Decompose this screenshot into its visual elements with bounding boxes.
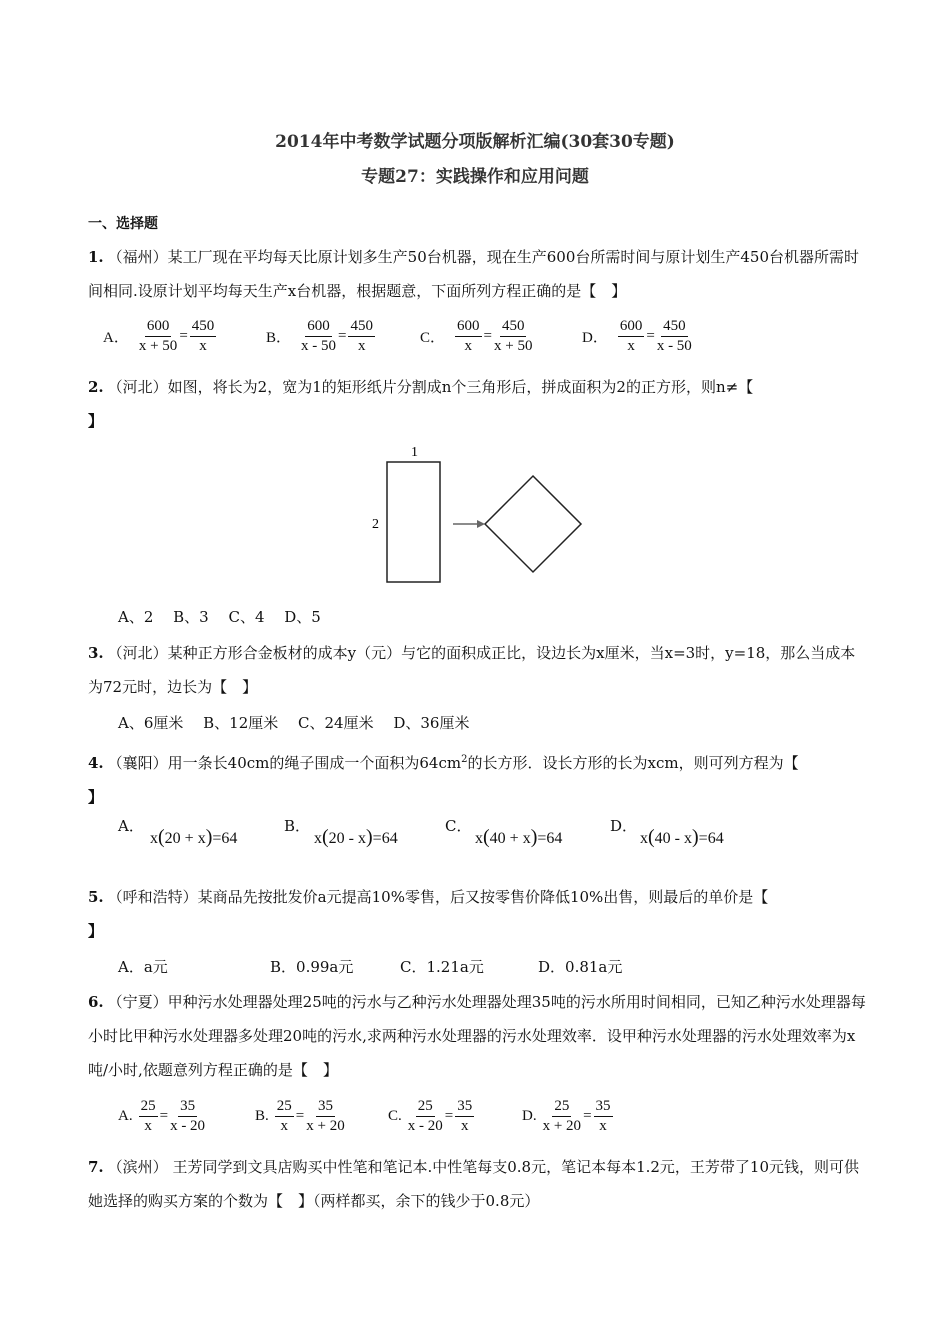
numerator: 25 [416,1098,435,1117]
q5-option-b: B．0.99a元 [270,958,354,976]
question-7 [88,1150,868,1218]
numerator: 35 [455,1098,474,1117]
q4-option-c: x(40 + x)=64 [475,826,563,848]
q2-options: A、2 B、3 C、4 D、5 [118,608,321,626]
bracket-close: 】 [88,922,104,940]
question-number: 1. [88,248,104,266]
question-5 [88,880,868,948]
numerator: 25 [139,1098,158,1117]
question-number: 2. [88,378,104,396]
numerator: 35 [594,1098,613,1117]
document-subtitle: 专题27：实践操作和应用问题 [361,167,589,187]
height-label: 2 [372,517,379,532]
denominator: x [460,1118,469,1134]
denominator: x + 20 [306,1118,345,1134]
denominator: x + 50 [493,338,533,354]
q1-option-c: C． $\frac{600}{x}$ = $\frac{450}{x + 50}$ [420,318,533,354]
q1-option-d: D． $\frac{600}{x}$ = $\frac{450}{x - 50}$ [582,318,692,354]
denominator: x - 50 [656,338,692,354]
expr-part: =64 [372,830,398,847]
square-shape [485,476,581,572]
numerator: 35 [316,1098,335,1117]
rectangle-shape [387,462,440,582]
question-text: （襄阳）用一条长40cm的绳子围成一个面积为64cm [107,754,462,772]
question-text: （宁夏）甲种污水处理器处理25吨的污水与乙种污水处理器处理35吨的污水所用时间相同，已知乙种污水处理器每小时比甲种污水处理器多处理20吨的污水,求两种污水处理器的污水处理效率．设甲种污水处理器的污水处理效率为x吨/小时,依题意列方程正确的是【 】 [88,993,866,1079]
rectangle-to-square-figure [365,440,595,590]
q6-option-d: D. $\frac{25}{x + 20}$ = $\frac{35}{x}$ [522,1098,611,1134]
bracket-close: 】 [88,788,104,806]
expr-part: 20 - x [328,830,366,847]
expr-part: x [640,830,648,847]
denominator: x - 50 [301,338,337,354]
option-label: B. [255,1108,269,1124]
denominator: x - 20 [407,1118,443,1134]
question-number: 7. [88,1158,104,1176]
denominator: x [464,338,473,354]
option-label: B． [284,817,311,835]
expr-part: 20 + x [164,830,206,847]
denominator: x [280,1118,289,1134]
numerator: 450 [348,318,375,337]
option-label: C. [388,1108,402,1124]
numerator: 600 [618,318,645,337]
option-label: D. [522,1108,537,1124]
expr-part: 40 + x [489,830,531,847]
question-text: （福州）某工厂现在平均每天比原计划多生产50台机器，现在生产600台所需时间与原计划生产450台机器所需时间相同.设原计划平均每天生产x台机器，根据题意，下面所列方程正确的是【 】 [88,248,860,300]
superscript: 2 [461,754,468,765]
question-text: 的长方形．设长方形的长为xcm，则可列方程为【 [467,754,799,772]
numerator: 450 [500,318,527,337]
q4-option-b: x(20 - x)=64 [314,826,398,848]
numerator: 600 [455,318,482,337]
denominator: x - 20 [170,1118,206,1134]
q6-option-a: A. $\frac{25}{x}$ = $\frac{35}{x - 20}$ [118,1098,206,1134]
question-text: （滨州） 王芳同学到文具店购买中性笔和笔记本.中性笔每支0.8元，笔记本每本1.2元，王芳带了10元钱，则可供她选择的购买方案的个数为【 】（两样都买，余下的钱少于0.8元） [88,1158,860,1210]
q4-option-d: x(40 - x)=64 [640,826,724,848]
option-label: A． [118,817,144,835]
q5-option-c: C．1.21a元 [400,958,484,976]
document-title: 2014年中考数学试题分项版解析汇编(30套30专题) [275,132,675,152]
question-text: （呼和浩特）某商品先按批发价a元提高10%零售，后又按零售价降低10%出售，则最后的单价是【 [107,888,769,906]
question-text: （河北）某种正方形合金板材的成本y（元）与它的面积成正比，设边长为x厘米，当x=3时，y=18，那么当成本为72元时，边长为【 】 [88,644,856,696]
option-label: A. [118,1108,133,1124]
q4-option-a: x(20 + x)=64 [150,826,238,848]
expr-part: =64 [537,830,563,847]
q5-option-a: A．a元 [118,958,168,976]
question-number: 3. [88,644,104,662]
question-text: （河北）如图，将长为2，宽为1的矩形纸片分割成n个三角形后，拼成面积为2的正方形，则n≠【 [107,378,754,396]
expr-part: x [150,830,158,847]
question-number: 6. [88,993,104,1011]
option-label: C． [445,817,472,835]
denominator: x [357,338,366,354]
option-label: D． [610,817,638,835]
q3-options: A、6厘米 B、12厘米 C、24厘米 D、36厘米 [118,714,470,732]
numerator: 600 [305,318,332,337]
q5-option-d: D．0.81a元 [538,958,623,976]
option-label: D． [582,330,608,346]
width-label: 1 [411,445,418,460]
question-1 [88,240,868,308]
q6-option-c: C. $\frac{25}{x - 20}$ = $\frac{35}{x}$ [388,1098,473,1134]
q1-option-b: B． $\frac{600}{x - 50}$ = $\frac{450}{x}$ [266,318,373,354]
numerator: 25 [552,1098,571,1117]
bracket-close: 】 [88,412,104,430]
denominator: x [144,1118,152,1134]
q6-option-b: B. $\frac{25}{x}$ = $\frac{35}{x + 20}$ [255,1098,345,1134]
expr-part: x [475,830,483,847]
arrow-head-icon [477,520,485,528]
expr-part: 40 - x [654,830,692,847]
expr-part: =64 [698,830,724,847]
section-heading: 一、选择题 [88,216,158,232]
question-2 [88,370,868,438]
numerator: 450 [190,318,217,337]
numerator: 600 [145,318,172,337]
denominator: x [599,1118,607,1134]
denominator: x + 20 [542,1118,582,1134]
numerator: 450 [661,318,688,337]
question-3 [88,636,868,704]
numerator: 25 [275,1098,294,1117]
option-label: A． [103,330,129,346]
question-6 [88,985,868,1087]
q1-option-a: A． $\frac{600}{x + 50}$ = $\frac{450}{x}$ [103,318,215,354]
question-4 [88,743,868,814]
expr-part: x [314,830,322,847]
question-number: 4. [88,754,104,772]
option-label: C． [420,330,446,346]
numerator: 35 [178,1098,197,1117]
question-number: 5. [88,888,104,906]
expr-part: =64 [212,830,238,847]
option-label: B． [266,330,292,346]
denominator: x + 50 [138,338,178,354]
denominator: x [199,338,207,354]
denominator: x [627,338,635,354]
